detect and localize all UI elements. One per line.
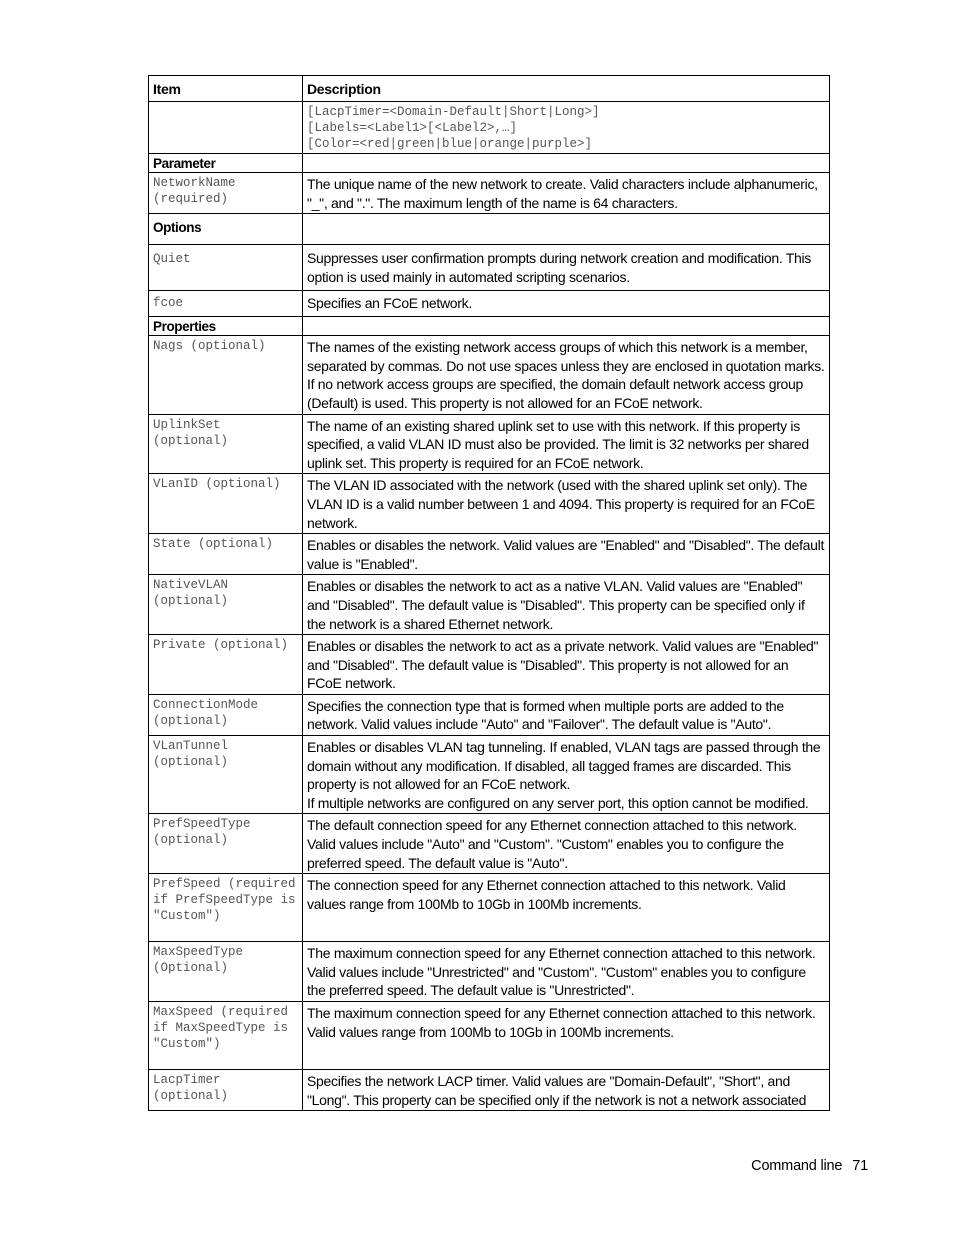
syntax-cell (303, 102, 830, 154)
description-cell: The name of an existing shared uplink set to use with this network. If this property is specified, a valid VLAN ID must also be provided. The limit is 32 networks per shared uplink set. This property is required for an FCoE network. (303, 414, 830, 474)
table-row (149, 1002, 830, 1070)
options-table (148, 75, 830, 1111)
item-cell: NetworkName (required) (149, 173, 303, 214)
table-row (149, 874, 830, 942)
section-empty-cell (303, 154, 830, 173)
page-footer (751, 1158, 868, 1174)
description-cell: Specifies an FCoE network. (303, 291, 830, 317)
syntax-row (149, 102, 830, 154)
table-row (149, 474, 830, 534)
table-row (149, 814, 830, 874)
section-empty-cell (303, 214, 830, 245)
syntax-line: [Color=<red|green|blue|orange|purple>] (307, 137, 593, 151)
item-cell: MaxSpeed (required if MaxSpeedType is "Custom") (149, 1002, 303, 1070)
item-cell: Nags (optional) (149, 336, 303, 414)
section-row-options (149, 214, 830, 245)
section-label: Properties (149, 317, 303, 336)
table-row (149, 173, 830, 214)
section-row-parameter (149, 154, 830, 173)
item-cell: ConnectionMode (optional) (149, 694, 303, 735)
item-cell: NativeVLAN (optional) (149, 575, 303, 635)
description-cell: Suppresses user confirmation prompts during network creation and modification. This option is used mainly in automated scripting scenarios. (303, 245, 830, 291)
table-row (149, 942, 830, 1002)
footer-section-title: Command line (751, 1158, 843, 1174)
item-cell: Quiet (149, 245, 303, 291)
table-row (149, 414, 830, 474)
table-row (149, 694, 830, 735)
description-text: Enables or disables VLAN tag tunneling. If enabled, VLAN tags are passed through the domain without any modification. If disabled, all tagged frames are discarded. This property is not allowed for an FCoE network. (307, 739, 821, 793)
table-row (149, 635, 830, 695)
item-cell: PrefSpeed (required if PrefSpeedType is "Custom") (149, 874, 303, 942)
table-row (149, 575, 830, 635)
table-row (149, 1070, 830, 1111)
item-cell: UplinkSet (optional) (149, 414, 303, 474)
item-cell: MaxSpeedType (Optional) (149, 942, 303, 1002)
item-cell: VLanTunnel (optional) (149, 736, 303, 814)
item-cell: fcoe (149, 291, 303, 317)
description-cell (303, 736, 830, 814)
section-label: Options (149, 214, 303, 245)
column-header-description: Description (303, 76, 830, 102)
table-row (149, 336, 830, 414)
item-cell: PrefSpeedType (optional) (149, 814, 303, 874)
table-row (149, 534, 830, 575)
item-cell: State (optional) (149, 534, 303, 575)
page-number: 71 (852, 1158, 868, 1174)
description-cell: Specifies the connection type that is formed when multiple ports are added to the network. Valid values include "Auto" and "Failover". The default value is "Auto". (303, 694, 830, 735)
section-row-properties (149, 317, 830, 336)
item-cell: Private (optional) (149, 635, 303, 695)
description-cell: Enables or disables the network to act as a private network. Valid values are "Enabled" and "Disabled". The default value is "Disabled". This property is not allowed for an FCoE network. (303, 635, 830, 695)
syntax-line: [Labels=<Label1>[<Label2>,…] (307, 121, 518, 135)
column-header-item: Item (149, 76, 303, 102)
description-cell: Specifies the network LACP timer. Valid values are "Domain-Default", "Short", and "Long". This property can be specified only if the network is not a network associated (303, 1070, 830, 1111)
description-note: If multiple networks are configured on any server port, this option cannot be modified. (307, 794, 809, 811)
section-empty-cell (303, 317, 830, 336)
table-row (149, 245, 830, 291)
description-cell: The maximum connection speed for any Ethernet connection attached to this network. Valid values include "Unrestricted" and "Custom". "Custom" enables you to configure the preferred speed. The default value is "Unrestricted". (303, 942, 830, 1002)
description-cell: Enables or disables the network. Valid values are "Enabled" and "Disabled". The default value is "Enabled". (303, 534, 830, 575)
table-row (149, 291, 830, 317)
description-cell: The VLAN ID associated with the network (used with the shared uplink set only). The VLAN ID is a valid number between 1 and 4094. This property is required for an FCoE network. (303, 474, 830, 534)
description-cell: The maximum connection speed for any Ethernet connection attached to this network. Valid values range from 100Mb to 10Gb in 100Mb increments. (303, 1002, 830, 1070)
item-cell: LacpTimer (optional) (149, 1070, 303, 1111)
item-cell: VLanID (optional) (149, 474, 303, 534)
table-header-row (149, 76, 830, 102)
syntax-line: [LacpTimer=<Domain-Default|Short|Long>] (307, 105, 600, 119)
table-row (149, 736, 830, 814)
description-cell: The connection speed for any Ethernet connection attached to this network. Valid values range from 100Mb to 10Gb in 100Mb increments. (303, 874, 830, 942)
description-cell: The default connection speed for any Ethernet connection attached to this network. Valid values include "Auto" and "Custom". "Custom" enables you to configure the preferred speed. The default value is "Auto". (303, 814, 830, 874)
syntax-item-cell (149, 102, 303, 154)
description-cell: Enables or disables the network to act as a native VLAN. Valid values are "Enabled" and "Disabled". The default value is "Disabled". This property can be specified only if the network is a shared Ethernet network. (303, 575, 830, 635)
description-cell: The names of the existing network access groups of which this network is a member, separated by commas. Do not use spaces unless they are enclosed in quotation marks. If no network access groups are specified, the domain default network access group (Default) is used. This property is not allowed for an FCoE network. (303, 336, 830, 414)
description-cell: The unique name of the new network to create. Valid characters include alphanumeric, "_", and ".". The maximum length of the name is 64 characters. (303, 173, 830, 214)
section-label: Parameter (149, 154, 303, 173)
